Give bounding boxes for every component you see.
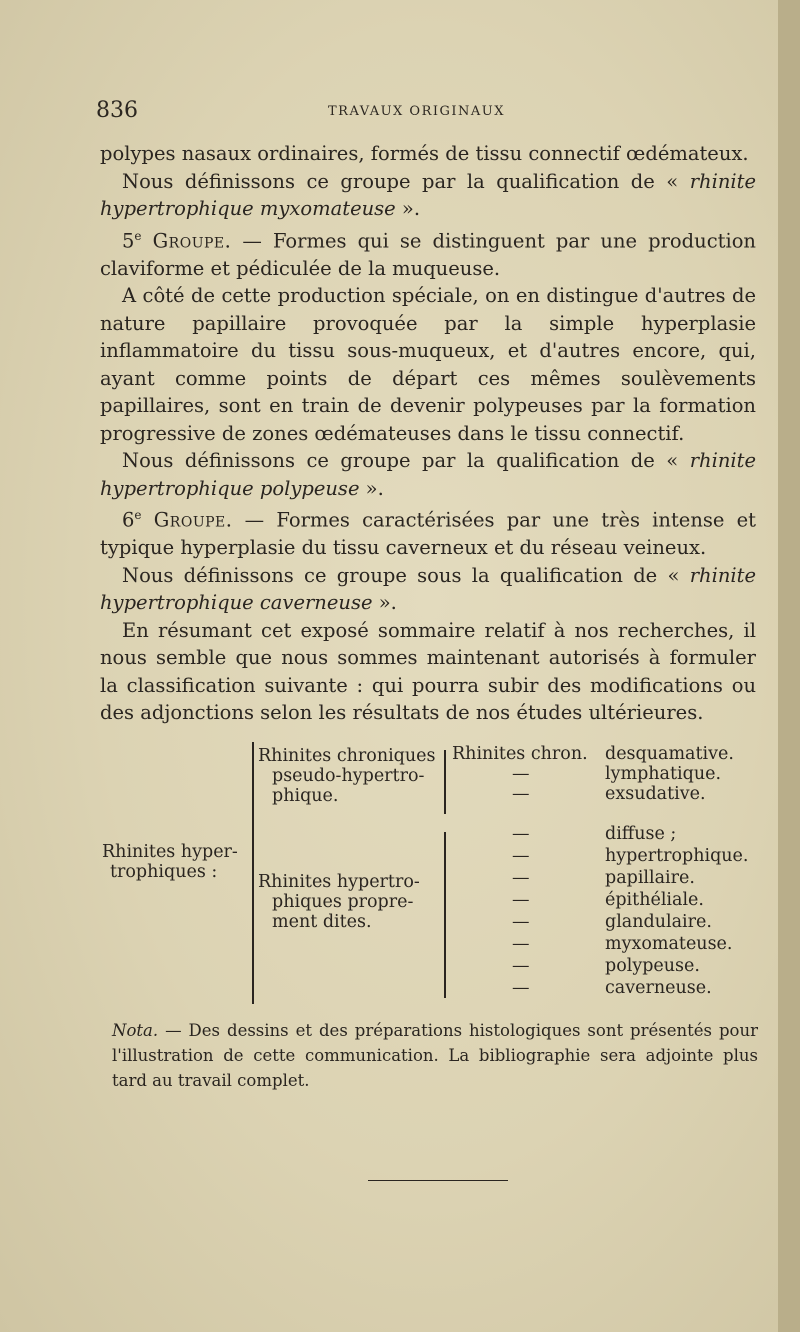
dash: — (512, 764, 530, 784)
footnote (112, 1018, 758, 1093)
paragraph: 6e Groupe. — Formes caractérisées par une très intense et typique hyperplasie du tissu caverneux et du réseau veineux. (100, 508, 756, 559)
class-item: caverneuse. (605, 978, 712, 998)
class-item: myxomateuse. (605, 934, 733, 954)
class-item: lymphatique. (605, 764, 722, 784)
paragraph: Nous définissons ce groupe par la qualification de « rhinite hypertrophique myxomateuse ». (100, 169, 756, 220)
group2-line2: phiques propre- (272, 892, 414, 912)
class-item: hypertrophique. (605, 846, 749, 866)
class-item: desquamative. (605, 744, 734, 764)
paragraph: En résumant cet exposé sommaire relatif à nos recherches, il nous semble que nous sommes maintenant autorisés à formuler la classification suivante : qui pourra subir des modifications ou des adjonctions selon les résultats de nos études ultérieures. (100, 618, 756, 724)
root-label-line1: Rhinites hyper- (102, 842, 238, 862)
class-item: papillaire. (605, 868, 695, 888)
dash: — (512, 868, 530, 888)
dash: — (512, 890, 530, 910)
dash: — (512, 912, 530, 932)
dash: — (512, 978, 530, 998)
dash: — (512, 956, 530, 976)
page-edge (778, 0, 800, 1332)
class-item: exsudative. (605, 784, 706, 804)
class-item: épithéliale. (605, 890, 704, 910)
brace-group1 (444, 750, 446, 814)
class-item: diffuse ; (605, 824, 677, 844)
group1-line1: Rhinites chroniques (258, 746, 436, 766)
dash: — (512, 784, 530, 804)
dash: — (512, 824, 530, 844)
dash: — (512, 934, 530, 954)
group1-line2: pseudo-hypertro- (272, 766, 425, 786)
root-label-line2: trophiques : (110, 862, 218, 882)
body-text (100, 140, 756, 727)
dash: — (512, 846, 530, 866)
page-number: 836 (96, 98, 138, 123)
brace-root (252, 742, 254, 1004)
end-rule (368, 1180, 508, 1181)
classification-table (100, 736, 780, 1008)
paragraph: polypes nasaux ordinaires, formés de tissu connectif œdémateux. (100, 142, 749, 165)
paragraph: Nous définissons ce groupe sous la qualification de « rhinite hypertrophique caverneuse ». (100, 563, 756, 614)
class-item: polypeuse. (605, 956, 700, 976)
first-prefix: Rhinites chron. (452, 744, 588, 764)
paragraph: Nous définissons ce groupe par la qualification de « rhinite hypertrophique polypeuse ». (100, 449, 756, 500)
note-text: — Des dessins et des préparations histologiques sont présentés pour l'illustration de cette communication. La bibliographie sera adjointe plus tard au travail complet. (112, 1021, 758, 1090)
note-label: Nota. (112, 1021, 159, 1040)
group1-line3: phique. (272, 786, 339, 806)
paragraph: 5e Groupe. — Formes qui se distinguent par une production claviforme et pédiculée de la muqueuse. (100, 228, 756, 280)
running-title: TRAVAUX ORIGINAUX (328, 104, 506, 119)
page-header (96, 98, 736, 128)
class-item: glandulaire. (605, 912, 712, 932)
paragraph: A côté de cette production spéciale, on en distingue d'autres de nature papillaire provoquée par la simple hyperplasie inflammatoire du tissu sous-muqueux, et d'autres encore, qui, ayant comme points de départ ces mêmes soulèvements papillaires, sont en train de devenir polypeuses par la formation progressive de zones œdémateuses dans le tissu connectif. (100, 284, 756, 445)
brace-group2 (444, 832, 446, 998)
group2-line1: Rhinites hypertro- (258, 872, 420, 892)
group2-line3: ment dites. (272, 912, 372, 932)
